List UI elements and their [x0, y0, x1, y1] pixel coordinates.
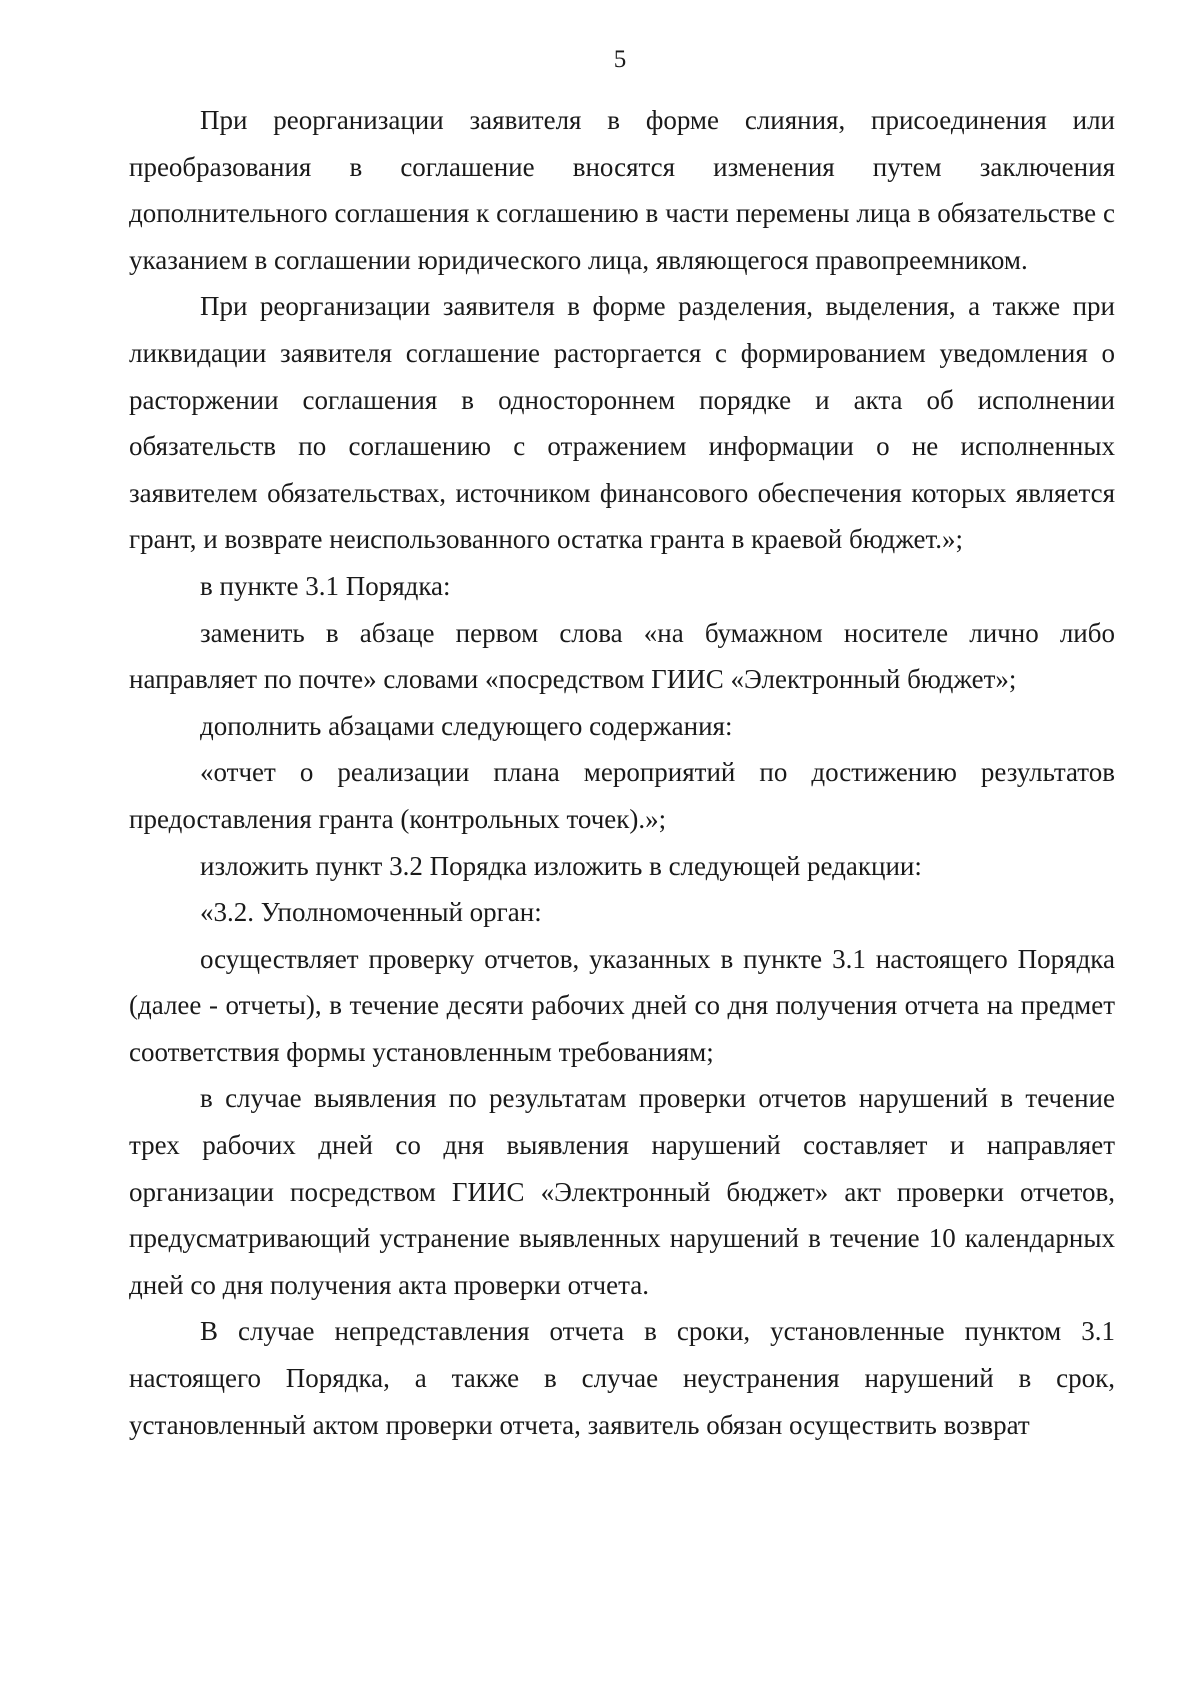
paragraph-report-check: осуществляет проверку отчетов, указанных в пункте 3.1 настоящего Порядка (далее - отчеты), в течение десяти рабочих дней со дня получения отчета на предмет соответствия формы установленным требованиям; — [129, 943, 1115, 1067]
paragraph-add-abstracts: дополнить абзацами следующего содержания: — [200, 710, 733, 741]
paragraph-violations: в случае выявления по результатам проверки отчетов нарушений в течение трех рабочих дней со дня выявления нарушений составляет и направляет организации посредством ГИИС «Электронный бюджет» акт проверки отчетов, предусматривающий устранение выявленных нарушений в течение 10 календарных дней со дня получения акта проверки отчета. — [129, 1083, 1115, 1300]
paragraph-non-submission: В случае непредставления отчета в сроки, установленные пунктом 3.1 настоящего Порядка, а также в случае неустранения нарушений в срок, установленный актом проверки отчета, заявитель обязан осуществить возврат — [129, 1316, 1115, 1440]
paragraph-clause-3-2-heading: «3.2. Уполномоченный орган: — [200, 897, 542, 928]
paragraph-clause-3-1-intro: в пункте 3.1 Порядка: — [200, 570, 451, 601]
paragraph-replace-words: заменить в абзаце первом слова «на бумажном носителе лично либо направляет по почте» словами «посредством ГИИС «Электронный бюджет»; — [129, 617, 1115, 695]
paragraph-reorganization-merger: При реорганизации заявителя в форме слияния, присоединения или преобразования в соглашение вносятся изменения путем заключения дополнительного соглашения к соглашению в части перемены лица в обязательстве с указанием в соглашении юридического лица, являющегося правопреемником. — [129, 105, 1115, 275]
paragraph-clause-3-2-intro: изложить пункт 3.2 Порядка изложить в следующей редакции: — [200, 850, 922, 881]
paragraph-reorganization-division: При реорганизации заявителя в форме разделения, выделения, а также при ликвидации заявителя соглашение расторгается с формированием уведомления о расторжении соглашения в одностороннем порядке и акта об исполнении обязательств по соглашению с отражением информации о не исполненных заявителем обязательствах, источником финансового обеспечения которых является грант, и возврате неиспользованного остатка гранта в краевой бюджет.»; — [129, 291, 1115, 555]
document-body — [129, 97, 1115, 1448]
paragraph-report-plan: «отчет о реализации плана мероприятий по достижению результатов предоставления гранта (контрольных точек).»; — [129, 757, 1115, 834]
page-number: 5 — [613, 46, 627, 73]
